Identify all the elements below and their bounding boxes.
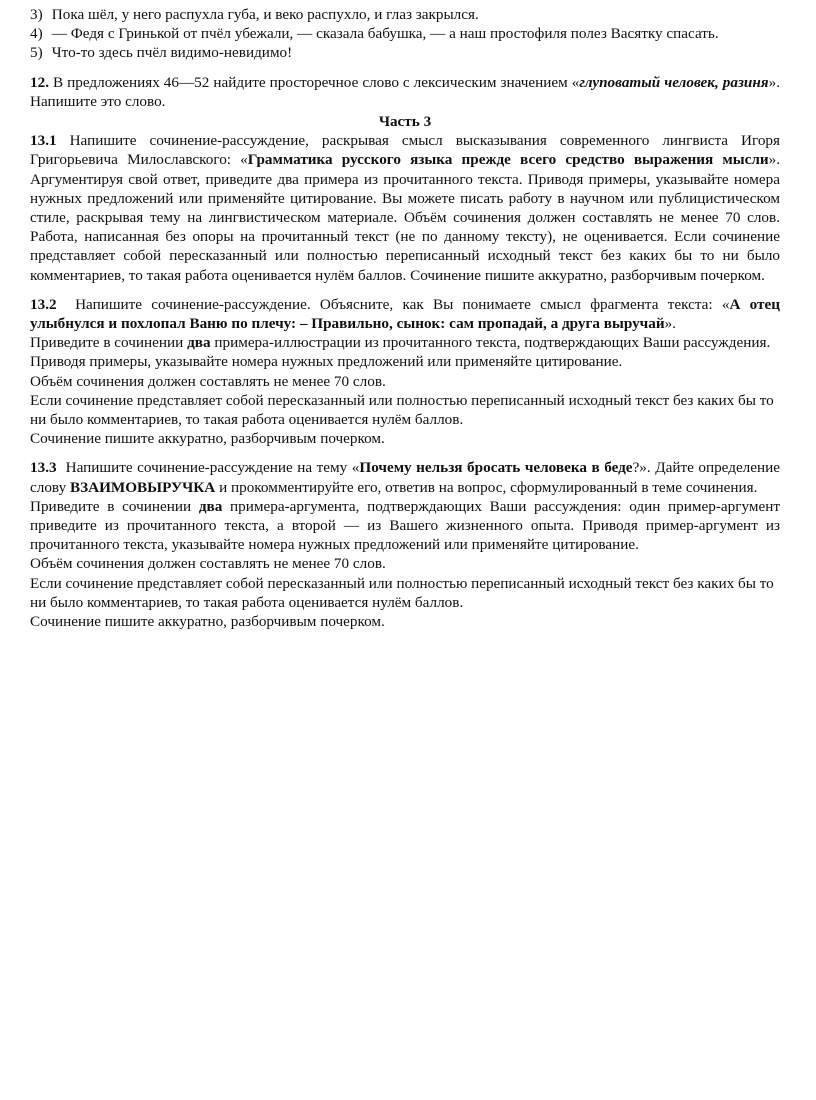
task-number: 13.1 — [30, 132, 57, 150]
task-number: 13.3 — [30, 459, 57, 477]
sentence-list — [30, 0, 780, 63]
document-page — [30, 0, 780, 631]
sentence-item: 3) Пока шёл, у него распухла губа, и веко распухло, и глаз закрылся. — [30, 6, 479, 23]
part-heading: Часть 3 — [378, 113, 432, 131]
task-number: 12. — [30, 73, 49, 91]
sentence-item: 4) — Федя с Гринькой от пчёл убежали, — сказала бабушка, — а наш простофиля полез Васятку спасать. — [30, 25, 719, 43]
task-12: 12. В предложениях 46—52 найдите просторечное слово с лексическим значением «глуповатый человек, разиня». Напишите это слово. — [30, 73, 780, 110]
task-13-2: 13.2 Напишите сочинение-рассуждение. Объясните, как Вы понимаете смысл фрагмента текста: «А отец улыбнулся и похлопал Ваню по плечу: – Правильно, сынок: сам пропадай, а друга выручай». Приведите в сочинении два примера-иллюстрации из прочитанного текста, подтверждающих Ваши рассуждения. Приводя примеры, указывайте номера нужных предложений или применяйте цитирование. Объём сочинения должен составлять не менее 70 слов. Если сочинение представляет собой пересказанный или полностью переписанный исходный текст без каких бы то ни было комментариев, то такая работа оценивается нулём баллов. Сочинение пишите аккуратно, разборчивым почерком. — [30, 295, 780, 448]
task-13-3: 13.3 Напишите сочинение-рассуждение на тему «Почему нельзя бросать человека в беде?». Дайте определение слову ВЗАИМОВЫРУЧКА и прокомментируйте его, ответив на вопрос, сформулированный в теме сочинения. Приведите в сочинении два примера-аргумента, подтверждающих Ваши рассуждения: один пример-аргумент приведите из прочитанного текста, а второй — из Вашего жизненного опыта. Приводя пример-аргумент из прочитанного текста, указывайте номера нужных предложений или применяйте цитирование. Объём сочинения должен составлять не менее 70 слов. Если сочинение представляет собой пересказанный или полностью переписанный исходный текст без каких бы то ни было комментариев, то такая работа оценивается нулём баллов. Сочинение пишите аккуратно, разборчивым почерком. — [30, 459, 780, 631]
sentence-item: 5) Что-то здесь пчёл видимо-невидимо! — [30, 44, 293, 62]
task-number: 13.2 — [30, 295, 57, 313]
task-13-1: 13.1 Напишите сочинение-рассуждение, раскрывая смысл высказывания современного лингвиста Игоря Григорьевича Милославского: «Грамматика русского языка прежде всего средство выражения мысли». Аргументируя свой ответ, приведите два примера из прочитанного текста. Приводя примеры, указывайте номера нужных предложений или применяйте цитирование. Вы можете писать работу в научном или публицистическом стиле, раскрывая тему на лингвистическом материале. Объём сочинения должен составлять не менее 70 слов. Работа, написанная без опоры на прочитанный текст (не по данному тексту), не оценивается. Если сочинение представляет собой пересказанный или полностью переписанный исходный текст без каких бы то ни было комментариев, то такая работа оценивается нулём баллов. Сочинение пишите аккуратно, разборчивым почерком. — [30, 132, 780, 284]
